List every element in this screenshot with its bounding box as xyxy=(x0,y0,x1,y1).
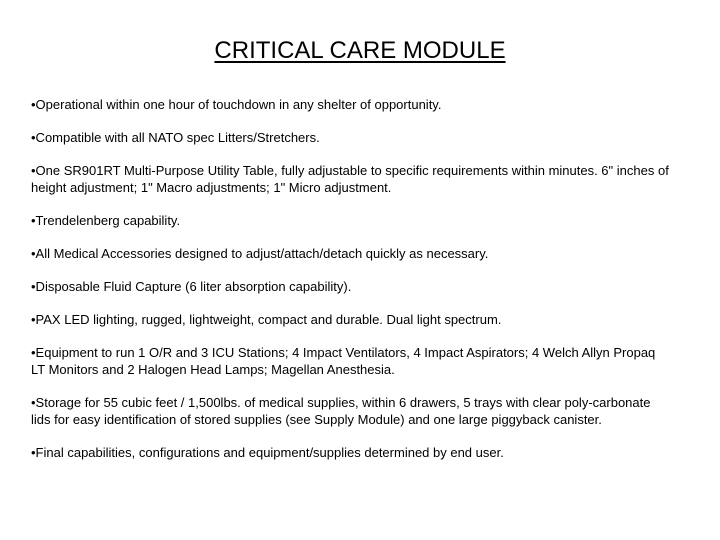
bullet-item: •Disposable Fluid Capture (6 liter absorption capability). xyxy=(31,279,352,294)
slide-title: CRITICAL CARE MODULE xyxy=(214,37,506,64)
bullet-item: •All Medical Accessories designed to adjust/attach/detach quickly as necessary. xyxy=(31,246,489,261)
bullet-item: •PAX LED lighting, rugged, lightweight, compact and durable. Dual light spectrum. xyxy=(31,312,502,327)
bullet-item: •Trendelenberg capability. xyxy=(31,213,181,228)
bullet-item: •Equipment to run 1 O/R and 3 ICU Stations; 4 Impact Ventilators, 4 Impact Aspirators; 4 Welch Allyn Propaq LT Monitors and 2 Halogen Head Lamps; Magellan Anesthesia. xyxy=(31,345,656,377)
bullet-item: •Compatible with all NATO spec Litters/Stretchers. xyxy=(31,130,320,145)
bullet-item: •Operational within one hour of touchdown in any shelter of opportunity. xyxy=(31,97,442,112)
bullet-item: •Storage for 55 cubic feet / 1,500lbs. of medical supplies, within 6 drawers, 5 trays with clear poly-carbonate lids for easy identification of stored supplies (see Supply Module) and one large piggyback canister. xyxy=(31,395,651,427)
bullet-item: •One SR901RT Multi-Purpose Utility Table, fully adjustable to specific requirements within minutes. 6" inches of height adjustment; 1" Macro adjustments; 1" Micro adjustment. xyxy=(31,163,669,195)
bullet-item: •Final capabilities, configurations and equipment/supplies determined by end user. xyxy=(31,445,504,460)
bullet-list xyxy=(31,96,671,477)
